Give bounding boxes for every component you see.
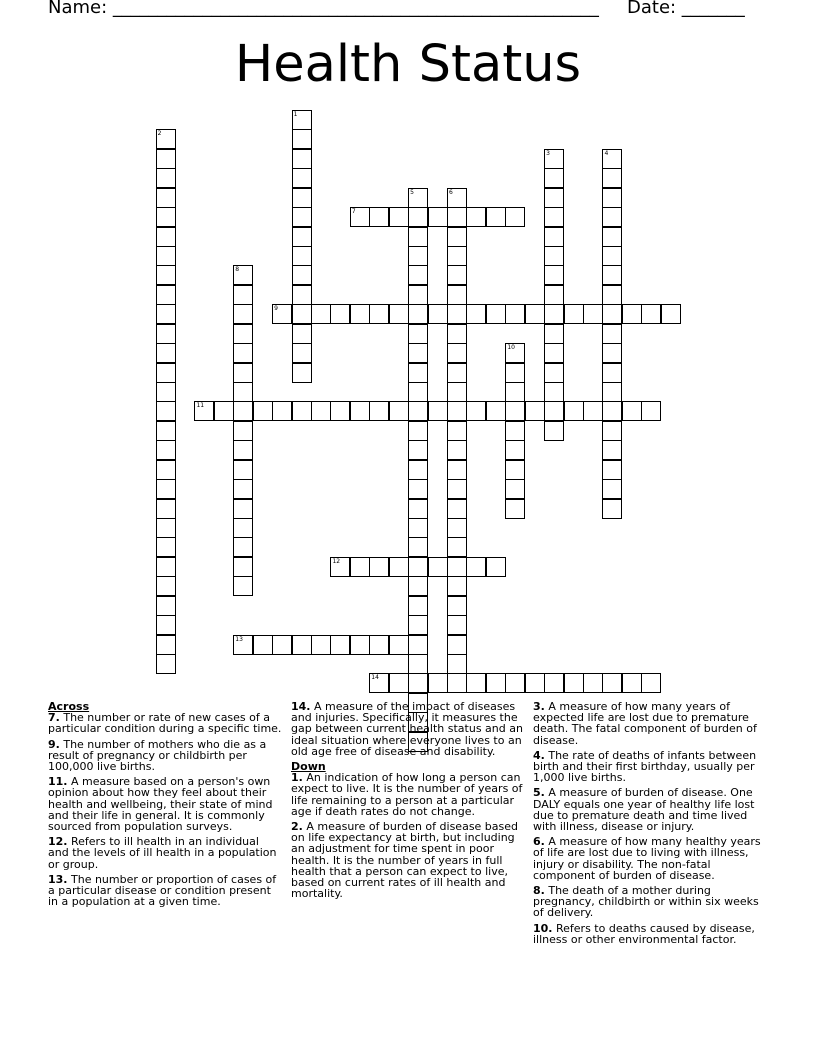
clues-column-3 bbox=[533, 701, 767, 949]
grid-cell[interactable] bbox=[233, 343, 253, 363]
clue-number: 9 bbox=[274, 305, 278, 313]
grid-cell[interactable] bbox=[350, 635, 370, 655]
grid-cell[interactable] bbox=[156, 265, 176, 285]
grid-cell[interactable] bbox=[428, 673, 448, 693]
grid-cell[interactable] bbox=[156, 557, 176, 577]
grid-cell[interactable] bbox=[602, 440, 622, 460]
grid-cell[interactable] bbox=[233, 265, 253, 285]
grid-cell[interactable] bbox=[505, 421, 525, 441]
grid-cell[interactable] bbox=[233, 557, 253, 577]
clue-down-5: 5. A measure of burden of disease. One DALY equals one year of healthy life lost due to premature death and time lived with illness, disease or injury. bbox=[533, 786, 755, 834]
grid-cell[interactable] bbox=[544, 188, 564, 208]
grid-cell[interactable] bbox=[272, 401, 292, 421]
grid-cell[interactable] bbox=[428, 557, 448, 577]
grid-cell[interactable] bbox=[408, 363, 428, 383]
grid-cell[interactable] bbox=[602, 207, 622, 227]
grid-cell[interactable] bbox=[447, 304, 467, 324]
grid-cell[interactable] bbox=[292, 285, 312, 305]
grid-cell[interactable] bbox=[369, 401, 389, 421]
grid-cell[interactable] bbox=[292, 227, 312, 247]
grid-cell[interactable] bbox=[447, 596, 467, 616]
grid-cell[interactable] bbox=[233, 635, 253, 655]
grid-cell[interactable] bbox=[408, 324, 428, 344]
grid-cell[interactable] bbox=[292, 246, 312, 266]
grid-cell[interactable] bbox=[233, 479, 253, 499]
grid-cell[interactable] bbox=[292, 635, 312, 655]
clue-number: 2 bbox=[157, 130, 162, 138]
grid-cell[interactable] bbox=[408, 401, 428, 421]
grid-cell[interactable] bbox=[156, 129, 176, 149]
grid-cell[interactable] bbox=[156, 518, 176, 538]
grid-cell[interactable] bbox=[350, 207, 370, 227]
grid-cell[interactable] bbox=[505, 207, 525, 227]
grid-cell[interactable] bbox=[156, 421, 176, 441]
clue-down-8: 8. The death of a mother during pregnancy, childbirth or within six weeks of delivery. bbox=[533, 884, 759, 920]
page-title: Health Status bbox=[234, 35, 582, 94]
grid-cell[interactable] bbox=[544, 246, 564, 266]
grid-cell[interactable] bbox=[233, 440, 253, 460]
grid-cell[interactable] bbox=[544, 401, 564, 421]
grid-cell[interactable] bbox=[233, 421, 253, 441]
grid-cell[interactable] bbox=[447, 518, 467, 538]
grid-cell[interactable] bbox=[505, 479, 525, 499]
grid-cell[interactable] bbox=[447, 363, 467, 383]
grid-cell[interactable] bbox=[505, 304, 525, 324]
grid-cell[interactable] bbox=[253, 401, 273, 421]
grid-cell[interactable] bbox=[525, 304, 545, 324]
grid-cell[interactable] bbox=[486, 673, 506, 693]
grid-cell[interactable] bbox=[564, 401, 584, 421]
grid-cell[interactable] bbox=[505, 499, 525, 519]
grid-cell[interactable] bbox=[486, 401, 506, 421]
grid-cell[interactable] bbox=[408, 576, 428, 596]
grid-cell[interactable] bbox=[156, 635, 176, 655]
grid-cell[interactable] bbox=[369, 304, 389, 324]
grid-cell[interactable] bbox=[622, 673, 642, 693]
grid-cell[interactable] bbox=[447, 421, 467, 441]
grid-cell[interactable] bbox=[602, 168, 622, 188]
grid-cell[interactable] bbox=[447, 440, 467, 460]
grid-cell[interactable] bbox=[389, 207, 409, 227]
grid-cell[interactable] bbox=[544, 304, 564, 324]
grid-cell[interactable] bbox=[233, 324, 253, 344]
grid-cell[interactable] bbox=[408, 227, 428, 247]
grid-cell[interactable] bbox=[156, 207, 176, 227]
grid-cell[interactable] bbox=[602, 673, 622, 693]
grid-cell[interactable] bbox=[292, 401, 312, 421]
grid-cell[interactable] bbox=[602, 363, 622, 383]
grid-cell[interactable] bbox=[544, 168, 564, 188]
grid-cell[interactable] bbox=[447, 207, 467, 227]
clue-across-11: 11. A measure based on a person's own opinion about how they feel about their health and wellbeing, their state of mind and their life in general. It is commonly sourced from population surveys. bbox=[48, 775, 273, 834]
grid-cell[interactable] bbox=[641, 401, 661, 421]
grid-cell[interactable] bbox=[602, 382, 622, 402]
grid-cell[interactable] bbox=[311, 635, 331, 655]
grid-cell[interactable] bbox=[408, 343, 428, 363]
clue-number: 6 bbox=[449, 188, 453, 196]
grid-cell[interactable] bbox=[156, 382, 176, 402]
grid-cell[interactable] bbox=[408, 635, 428, 655]
grid-cell[interactable] bbox=[602, 246, 622, 266]
grid-cell[interactable] bbox=[544, 324, 564, 344]
grid-cell[interactable] bbox=[292, 149, 312, 169]
grid-cell[interactable] bbox=[505, 363, 525, 383]
grid-cell[interactable] bbox=[156, 440, 176, 460]
grid-cell[interactable] bbox=[369, 207, 389, 227]
grid-cell[interactable] bbox=[447, 227, 467, 247]
grid-cell[interactable] bbox=[408, 499, 428, 519]
grid-cell[interactable] bbox=[389, 557, 409, 577]
grid-cell[interactable] bbox=[156, 401, 176, 421]
grid-cell[interactable] bbox=[233, 363, 253, 383]
clue-number: 11 bbox=[196, 402, 205, 410]
clue-number: 1 bbox=[293, 111, 298, 118]
grid-cell[interactable] bbox=[525, 401, 545, 421]
grid-cell[interactable] bbox=[505, 343, 525, 363]
name-field[interactable]: Name: ______________________________________________________ bbox=[48, 0, 599, 18]
grid-cell[interactable] bbox=[661, 304, 681, 324]
grid-cell[interactable] bbox=[369, 635, 389, 655]
grid-cell[interactable] bbox=[583, 304, 603, 324]
grid-cell[interactable] bbox=[602, 304, 622, 324]
grid-cell[interactable] bbox=[156, 615, 176, 635]
grid-cell[interactable] bbox=[622, 304, 642, 324]
grid-cell[interactable] bbox=[330, 304, 350, 324]
grid-cell[interactable] bbox=[428, 207, 448, 227]
grid-cell[interactable] bbox=[233, 537, 253, 557]
grid-cell[interactable] bbox=[369, 557, 389, 577]
grid-cell[interactable] bbox=[544, 382, 564, 402]
grid-cell[interactable] bbox=[156, 227, 176, 247]
grid-cell[interactable] bbox=[272, 304, 292, 324]
grid-cell[interactable] bbox=[350, 304, 370, 324]
grid-cell[interactable] bbox=[389, 635, 409, 655]
grid-cell[interactable] bbox=[447, 576, 467, 596]
grid-cell[interactable] bbox=[408, 596, 428, 616]
clue-number: 12 bbox=[332, 557, 341, 565]
clue-across-13: 13. The number or proportion of cases of a particular disease or condition present in a population at a given time. bbox=[48, 872, 277, 909]
grid-cell[interactable] bbox=[156, 168, 176, 188]
grid-cell[interactable] bbox=[447, 382, 467, 402]
clue-across-14: 14. A measure of the impact of diseases and injuries. Specifically, it measures the gap between current health status and an ideal situation where everyone lives to an old age free of disease and disability. bbox=[291, 700, 523, 758]
grid-cell[interactable] bbox=[447, 635, 467, 655]
grid-cell[interactable] bbox=[583, 673, 603, 693]
clue-across-9: 9. The number of mothers who die as a result of pregnancy or childbirth per 100,000 live births. bbox=[48, 737, 267, 774]
clue-number: 4 bbox=[604, 149, 609, 157]
grid-cell[interactable] bbox=[602, 479, 622, 499]
clue-down-1: 1. An indication of how long a person can expect to live. It is the number of years of life remaining to a person at a particular age if death rates do not change. bbox=[291, 771, 523, 818]
grid-cell[interactable] bbox=[389, 304, 409, 324]
grid-cell[interactable] bbox=[525, 673, 545, 693]
grid-cell[interactable] bbox=[292, 343, 312, 363]
grid-cell[interactable] bbox=[408, 557, 428, 577]
grid-cell[interactable] bbox=[641, 673, 661, 693]
grid-cell[interactable] bbox=[408, 479, 428, 499]
grid-cell[interactable] bbox=[544, 265, 564, 285]
grid-cell[interactable] bbox=[408, 440, 428, 460]
grid-cell[interactable] bbox=[156, 285, 176, 305]
grid-cell[interactable] bbox=[602, 227, 622, 247]
grid-cell[interactable] bbox=[564, 673, 584, 693]
clue-number: 5 bbox=[410, 188, 414, 196]
grid-cell[interactable] bbox=[408, 615, 428, 635]
grid-cell[interactable] bbox=[253, 635, 273, 655]
grid-cell[interactable] bbox=[447, 460, 467, 480]
grid-cell[interactable] bbox=[447, 343, 467, 363]
grid-cell[interactable] bbox=[330, 557, 350, 577]
grid-cell[interactable] bbox=[311, 304, 331, 324]
date-field[interactable]: Date: _______ bbox=[627, 0, 745, 18]
grid-cell[interactable] bbox=[233, 576, 253, 596]
grid-cell[interactable] bbox=[350, 401, 370, 421]
grid-cell[interactable] bbox=[292, 363, 312, 383]
grid-cell[interactable] bbox=[330, 401, 350, 421]
grid-cell[interactable] bbox=[447, 188, 467, 208]
grid-cell[interactable] bbox=[408, 207, 428, 227]
grid-cell[interactable] bbox=[233, 304, 253, 324]
grid-cell[interactable] bbox=[544, 421, 564, 441]
grid-cell[interactable] bbox=[447, 499, 467, 519]
grid-cell[interactable] bbox=[408, 460, 428, 480]
grid-cell[interactable] bbox=[369, 673, 389, 693]
grid-cell[interactable] bbox=[408, 421, 428, 441]
grid-cell[interactable] bbox=[486, 557, 506, 577]
grid-cell[interactable] bbox=[292, 265, 312, 285]
grid-cell[interactable] bbox=[447, 654, 467, 674]
grid-cell[interactable] bbox=[602, 343, 622, 363]
grid-cell[interactable] bbox=[544, 207, 564, 227]
grid-cell[interactable] bbox=[156, 246, 176, 266]
grid-cell[interactable] bbox=[292, 188, 312, 208]
grid-cell[interactable] bbox=[447, 479, 467, 499]
grid-cell[interactable] bbox=[447, 537, 467, 557]
grid-cell[interactable] bbox=[292, 168, 312, 188]
grid-cell[interactable] bbox=[330, 635, 350, 655]
grid-cell[interactable] bbox=[602, 324, 622, 344]
header bbox=[48, 0, 768, 20]
grid-cell[interactable] bbox=[408, 285, 428, 305]
grid-cell[interactable] bbox=[505, 673, 525, 693]
grid-cell[interactable] bbox=[408, 537, 428, 557]
grid-cell[interactable] bbox=[466, 557, 486, 577]
grid-cell[interactable] bbox=[292, 110, 312, 130]
clue-across-12: 12. Refers to ill health in an individual and the levels of ill health in a population or group. bbox=[48, 835, 277, 871]
grid-cell[interactable] bbox=[408, 382, 428, 402]
grid-cell[interactable] bbox=[447, 401, 467, 421]
grid-cell[interactable] bbox=[389, 401, 409, 421]
grid-cell[interactable] bbox=[602, 401, 622, 421]
down-heading: Down bbox=[291, 760, 326, 774]
grid-cell[interactable] bbox=[544, 227, 564, 247]
grid-cell[interactable] bbox=[447, 324, 467, 344]
clues-column-2 bbox=[291, 701, 525, 903]
clue-down-10: 10. Refers to deaths caused by disease, illness or other environmental factor. bbox=[533, 921, 755, 946]
grid-cell[interactable] bbox=[505, 460, 525, 480]
grid-cell[interactable] bbox=[602, 499, 622, 519]
grid-cell[interactable] bbox=[486, 207, 506, 227]
grid-cell[interactable] bbox=[486, 304, 506, 324]
across-heading: Across bbox=[48, 700, 90, 713]
grid-cell[interactable] bbox=[466, 207, 486, 227]
grid-cell[interactable] bbox=[428, 401, 448, 421]
grid-cell[interactable] bbox=[156, 654, 176, 674]
grid-cell[interactable] bbox=[564, 304, 584, 324]
grid-cell[interactable] bbox=[233, 499, 253, 519]
grid-cell[interactable] bbox=[156, 343, 176, 363]
grid-cell[interactable] bbox=[544, 343, 564, 363]
grid-cell[interactable] bbox=[544, 363, 564, 383]
grid-cell[interactable] bbox=[272, 635, 292, 655]
clue-across-7: 7. The number or rate of new cases of a particular condition during a specific time. bbox=[48, 711, 282, 736]
grid-cell[interactable] bbox=[641, 304, 661, 324]
clue-down-6: 6. A measure of how many healthy years of life are lost due to living with illness, injury or disability. The non-fatal component of burden of disease. bbox=[533, 835, 761, 882]
grid-cell[interactable] bbox=[233, 285, 253, 305]
grid-cell[interactable] bbox=[544, 673, 564, 693]
grid-cell[interactable] bbox=[311, 401, 331, 421]
grid-cell[interactable] bbox=[156, 188, 176, 208]
grid-cell[interactable] bbox=[602, 285, 622, 305]
grid-cell[interactable] bbox=[233, 401, 253, 421]
grid-cell[interactable] bbox=[408, 188, 428, 208]
grid-cell[interactable] bbox=[602, 265, 622, 285]
grid-cell[interactable] bbox=[466, 401, 486, 421]
grid-cell[interactable] bbox=[156, 304, 176, 324]
clue-number: 13 bbox=[235, 635, 243, 643]
grid-cell[interactable] bbox=[408, 518, 428, 538]
grid-cell[interactable] bbox=[447, 285, 467, 305]
grid-cell[interactable] bbox=[233, 382, 253, 402]
grid-cell[interactable] bbox=[583, 401, 603, 421]
grid-cell[interactable] bbox=[505, 401, 525, 421]
grid-cell[interactable] bbox=[292, 324, 312, 344]
grid-cell[interactable] bbox=[505, 440, 525, 460]
grid-cell[interactable] bbox=[602, 460, 622, 480]
grid-cell[interactable] bbox=[156, 460, 176, 480]
grid-cell[interactable] bbox=[602, 149, 622, 169]
grid-cell[interactable] bbox=[602, 421, 622, 441]
grid-cell[interactable] bbox=[466, 673, 486, 693]
grid-cell[interactable] bbox=[214, 401, 234, 421]
grid-cell[interactable] bbox=[466, 304, 486, 324]
grid-cell[interactable] bbox=[389, 673, 409, 693]
clue-number: 3 bbox=[546, 149, 550, 157]
clue-number: 7 bbox=[351, 208, 356, 216]
grid-cell[interactable] bbox=[447, 673, 467, 693]
grid-cell[interactable] bbox=[233, 460, 253, 480]
grid-cell[interactable] bbox=[156, 479, 176, 499]
grid-cell[interactable] bbox=[447, 615, 467, 635]
grid-cell[interactable] bbox=[428, 304, 448, 324]
grid-cell[interactable] bbox=[156, 499, 176, 519]
grid-cell[interactable] bbox=[447, 246, 467, 266]
clue-down-2: 2. A measure of burden of disease based on life expectancy at birth, but including an adjustment for time spent in poor health. It is the number of years in full health that a person can expect to live, based on current rates of ill health and mortality. bbox=[291, 820, 519, 901]
grid-cell[interactable] bbox=[156, 324, 176, 344]
grid-cell[interactable] bbox=[544, 285, 564, 305]
grid-cell[interactable] bbox=[156, 363, 176, 383]
grid-cell[interactable] bbox=[408, 673, 428, 693]
grid-cell[interactable] bbox=[408, 265, 428, 285]
clues-column-1 bbox=[48, 701, 282, 911]
grid-cell[interactable] bbox=[622, 401, 642, 421]
clue-down-4: 4. The rate of deaths of infants between birth and their first birthday, usually per 1,000 live births. bbox=[533, 748, 757, 785]
grid-cell[interactable] bbox=[292, 304, 312, 324]
grid-cell[interactable] bbox=[194, 401, 214, 421]
grid-cell[interactable] bbox=[408, 654, 428, 674]
clue-down-3: 3. A measure of how many years of expected life are lost due to premature death. The fatal component of burden of disease. bbox=[533, 700, 757, 747]
clue-number: 8 bbox=[235, 266, 240, 274]
grid-cell[interactable] bbox=[156, 576, 176, 596]
grid-cell[interactable] bbox=[505, 382, 525, 402]
grid-cell[interactable] bbox=[292, 207, 312, 227]
grid-cell[interactable] bbox=[544, 149, 564, 169]
grid-cell[interactable] bbox=[447, 265, 467, 285]
clue-number: 14 bbox=[371, 674, 379, 682]
grid-cell[interactable] bbox=[408, 304, 428, 324]
grid-cell[interactable] bbox=[156, 596, 176, 616]
grid-cell[interactable] bbox=[350, 557, 370, 577]
grid-cell[interactable] bbox=[292, 129, 312, 149]
grid-cell[interactable] bbox=[156, 537, 176, 557]
grid-cell[interactable] bbox=[602, 188, 622, 208]
grid-cell[interactable] bbox=[156, 149, 176, 169]
clue-number: 10 bbox=[507, 344, 515, 352]
grid-cell[interactable] bbox=[447, 557, 467, 577]
grid-cell[interactable] bbox=[408, 246, 428, 266]
grid-cell[interactable] bbox=[233, 518, 253, 538]
